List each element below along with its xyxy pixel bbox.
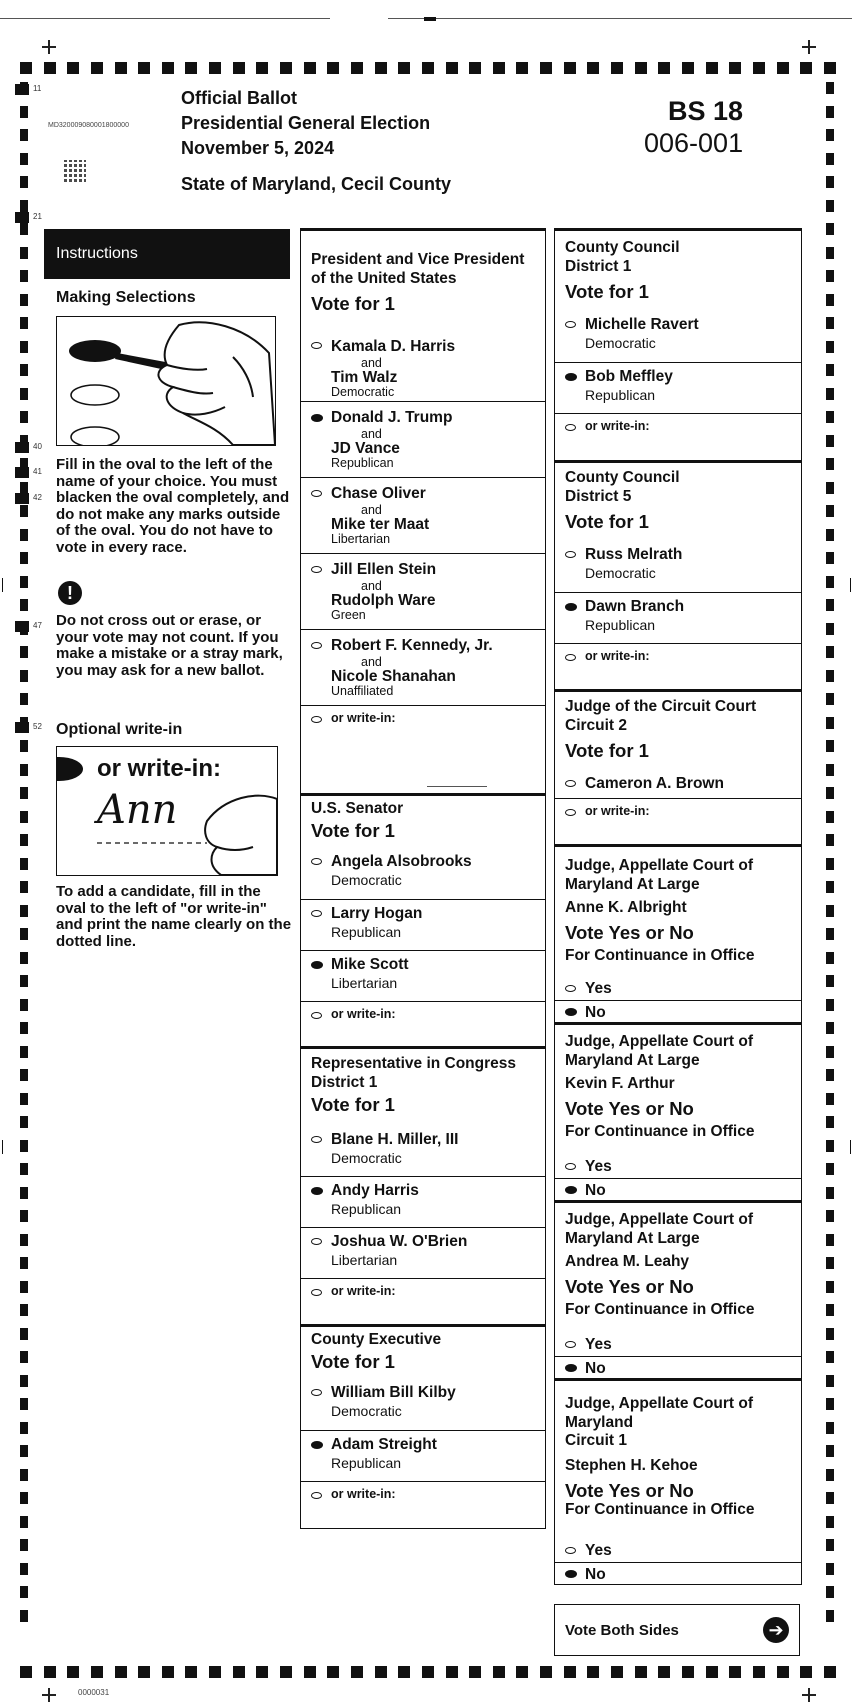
party-label: Republican: [331, 456, 394, 470]
contest-title-line: County Council: [565, 469, 680, 486]
party-label: Democratic: [585, 335, 656, 351]
ballot-title-line: Official Ballot: [181, 88, 298, 108]
no-label: No: [585, 1360, 606, 1377]
candidate-name: Dawn Branch: [585, 598, 685, 615]
contest-title-line: District 5: [565, 487, 632, 505]
candidate-option[interactable]: [301, 477, 545, 553]
instructions-header: Instructions: [44, 229, 290, 279]
selection-oval-filled[interactable]: [311, 961, 323, 969]
contest-county-council-5: [555, 460, 801, 689]
vote-for-label: Vote for 1: [311, 293, 395, 314]
ballot-id-code: MD320009080001800000: [48, 122, 129, 129]
timing-mark-wide: [15, 493, 29, 504]
vote-yes-no-label: Vote Yes or No: [565, 1098, 694, 1119]
selection-oval[interactable]: [565, 1341, 576, 1348]
top-edge-line: [388, 18, 852, 19]
edge-tick: [850, 1140, 851, 1154]
timing-marks-top: [20, 62, 836, 74]
contest-title: [311, 1055, 516, 1092]
timing-number: 42: [33, 493, 42, 502]
contest-column-2: [300, 228, 546, 1529]
candidate-name: Blane H. Miller, III: [331, 1131, 459, 1148]
timing-marks-right: [826, 82, 834, 1622]
fill-oval-illustration: [56, 316, 276, 446]
selection-oval[interactable]: [565, 321, 576, 328]
selection-oval[interactable]: [311, 342, 322, 349]
warning-text: Do not cross out or erase, or your vote may not count. If you make a mistake or a stray mark, you may ask for a new ballot.: [56, 612, 283, 679]
candidate-option[interactable]: [301, 629, 545, 705]
contest-title: [565, 1211, 753, 1248]
selection-oval[interactable]: [311, 490, 322, 497]
ballot-title: [181, 86, 430, 161]
candidate-name: Cameron A. Brown: [585, 775, 724, 792]
contest-title-line: Circuit 2: [565, 716, 628, 734]
registration-crosshair-icon: [42, 40, 56, 54]
contest-title-line: Judge, Appellate Court of: [565, 1395, 754, 1412]
selection-oval[interactable]: [565, 1163, 576, 1170]
selection-oval-filled[interactable]: [311, 1441, 323, 1449]
contest-title: [565, 469, 680, 506]
party-label: Libertarian: [331, 975, 398, 991]
vote-both-sides-label: Vote Both Sides: [565, 1622, 679, 1639]
vote-yes-no-label: Vote Yes or No: [565, 1276, 694, 1297]
ballot-style: BS 18: [668, 96, 744, 126]
contest-title: [565, 239, 680, 276]
selection-oval[interactable]: [565, 780, 576, 787]
selection-oval-filled[interactable]: [565, 1570, 577, 1578]
selection-oval[interactable]: [311, 716, 322, 723]
contest-title-line: Representative in Congress: [311, 1055, 517, 1072]
candidate-option[interactable]: [555, 362, 801, 413]
selection-oval[interactable]: [311, 566, 322, 573]
writein-example-label: or write-in:: [97, 755, 221, 782]
yes-option[interactable]: [555, 975, 801, 1000]
fill-instructions-text: Fill in the oval to the left of the name of your choice. You must blacken the oval completely, and do not make any marks outside of the oval. You do not have to vote in every race.: [56, 456, 290, 556]
candidate-name: Larry Hogan: [331, 905, 423, 922]
selection-oval[interactable]: [565, 424, 576, 431]
party-label: Republican: [331, 924, 402, 940]
contest-title: U.S. Senator: [311, 800, 404, 817]
candidate-option[interactable]: [301, 1176, 545, 1227]
writein-option[interactable]: [555, 798, 801, 847]
vote-for-label: Vote for 1: [565, 740, 649, 761]
timing-number: 11: [33, 84, 42, 93]
candidate-option[interactable]: [301, 899, 545, 950]
timing-mark-wide: [15, 467, 29, 478]
running-mate-name: Tim Walz: [331, 369, 398, 386]
party-label: Republican: [585, 617, 656, 633]
top-edge-line: [0, 18, 330, 19]
party-label: Democratic: [331, 385, 395, 399]
party-label: Unaffiliated: [331, 684, 394, 698]
writein-option[interactable]: [301, 1001, 545, 1049]
edge-tick: [2, 578, 3, 592]
election-name: Presidential General Election: [181, 113, 431, 133]
and-label: and: [361, 503, 382, 517]
candidate-name: Angela Alsobrooks: [331, 853, 472, 870]
candidate-name: Bob Meffley: [585, 368, 673, 385]
candidate-option[interactable]: [301, 1227, 545, 1278]
contest-title-line: Judge, Appellate Court of: [565, 857, 754, 874]
contest-title-line: Circuit 1: [565, 1432, 628, 1449]
party-label: Democratic: [331, 1150, 402, 1166]
contest-title: [311, 251, 524, 288]
candidate-option[interactable]: [555, 770, 801, 798]
and-label: and: [361, 579, 382, 593]
writein-option[interactable]: [301, 1481, 545, 1531]
contest-circuit-court-judge: [555, 689, 801, 844]
selection-oval[interactable]: [565, 1547, 576, 1554]
contest-title-line: District 1: [565, 257, 632, 275]
no-label: No: [585, 1182, 606, 1199]
candidate-option[interactable]: [301, 1430, 545, 1481]
contest-title-line: Judge, Appellate Court of: [565, 1211, 754, 1228]
contest-title-line: Maryland: [565, 1413, 634, 1431]
writein-label: or write-in:: [585, 649, 650, 663]
candidate-name: Joshua W. O'Brien: [331, 1233, 468, 1250]
contest-title: [565, 857, 753, 894]
running-mate-name: Rudolph Ware: [331, 592, 436, 609]
candidate-name: William Bill Kilby: [331, 1384, 456, 1401]
timing-mark-wide: [15, 212, 29, 223]
party-label: Democratic: [331, 1403, 402, 1419]
contest-title-line: of the United States: [311, 269, 457, 287]
judge-name: Stephen H. Kehoe: [565, 1457, 698, 1474]
candidate-name: Andy Harris: [331, 1182, 419, 1199]
yes-label: Yes: [585, 980, 612, 997]
pen-filling-oval-icon: [57, 317, 275, 445]
contest-title-line: District 1: [311, 1073, 378, 1091]
selection-oval[interactable]: [565, 551, 576, 558]
writein-label: or write-in:: [331, 1487, 396, 1501]
selection-oval-filled[interactable]: [565, 1364, 577, 1372]
arrow-right-icon: ➔: [763, 1617, 789, 1643]
writein-example-name: Ann: [97, 787, 178, 833]
selection-oval[interactable]: [311, 1389, 322, 1396]
candidate-name: Kamala D. Harris: [331, 338, 456, 355]
vote-for-label: Vote for 1: [565, 511, 649, 532]
judge-name: Andrea M. Leahy: [565, 1253, 690, 1270]
candidate-name: Chase Oliver: [331, 485, 426, 502]
no-label: No: [585, 1566, 606, 1583]
contest-title-line: Judge, Appellate Court of: [565, 1033, 754, 1050]
timing-marks-left: [20, 82, 28, 1622]
writein-option[interactable]: [555, 643, 801, 692]
precinct-number: 006-001: [644, 128, 744, 158]
running-mate-name: JD Vance: [331, 440, 400, 457]
timing-number: 52: [33, 722, 42, 731]
contest-column-3: [554, 228, 802, 1585]
vote-yes-no-label: Vote Yes or No: [565, 1480, 694, 1501]
writein-option[interactable]: [555, 413, 801, 463]
writein-option[interactable]: [301, 1278, 545, 1327]
selection-oval[interactable]: [311, 910, 322, 917]
barcode-icon: [64, 160, 86, 182]
party-label: Democratic: [331, 872, 402, 888]
continuance-label: For Continuance in Office: [565, 947, 755, 964]
candidate-option[interactable]: [555, 311, 801, 362]
contest-title-line: Judge of the Circuit Court: [565, 698, 757, 715]
yes-label: Yes: [585, 1336, 612, 1353]
contest-title: [565, 1395, 753, 1451]
yes-option[interactable]: [555, 1331, 801, 1356]
selection-oval[interactable]: [311, 1238, 322, 1245]
candidate-option[interactable]: [301, 325, 545, 401]
candidate-name: Donald J. Trump: [331, 409, 453, 426]
contest-title: [565, 698, 756, 735]
yes-option[interactable]: [555, 1537, 801, 1562]
judge-name: Kevin F. Arthur: [565, 1075, 675, 1092]
and-label: and: [361, 356, 382, 370]
optional-writein-heading: Optional write-in: [56, 721, 183, 738]
candidate-option[interactable]: [555, 541, 801, 592]
writein-label: or write-in:: [331, 711, 396, 725]
election-date: November 5, 2024: [181, 138, 335, 158]
registration-crosshair-icon: [802, 1688, 816, 1702]
contest-title: County Executive: [311, 1331, 442, 1348]
running-mate-name: Nicole Shanahan: [331, 668, 456, 685]
timing-mark-wide: [15, 722, 29, 733]
vote-yes-no-label: Vote Yes or No: [565, 922, 694, 943]
party-label: Democratic: [585, 565, 656, 581]
selection-oval-filled[interactable]: [565, 603, 577, 611]
timing-marks-bottom: [20, 1666, 836, 1678]
contest-county-executive: [301, 1324, 545, 1528]
writein-option[interactable]: [301, 705, 545, 796]
selection-oval-filled[interactable]: [311, 414, 323, 422]
party-label: Libertarian: [331, 532, 391, 546]
contest-appellate-judge-leahy: [555, 1200, 801, 1378]
writein-label: or write-in:: [331, 1284, 396, 1298]
making-selections-heading: Making Selections: [56, 289, 196, 306]
yes-label: Yes: [585, 1158, 612, 1175]
contest-appellate-judge-arthur: [555, 1022, 801, 1200]
selection-oval[interactable]: [311, 1492, 322, 1499]
candidate-name: Mike Scott: [331, 956, 409, 973]
jurisdiction: State of Maryland, Cecil County: [181, 174, 452, 194]
timing-mark-wide: [15, 621, 29, 632]
and-label: and: [361, 427, 382, 441]
candidate-name: Adam Streight: [331, 1436, 437, 1453]
candidate-option[interactable]: [301, 950, 545, 1001]
contest-title-line: Maryland At Large: [565, 1051, 700, 1069]
timing-number: 41: [33, 467, 42, 476]
writein-label: or write-in:: [585, 419, 650, 433]
vote-for-label: Vote for 1: [565, 281, 649, 302]
contest-us-senator: [301, 793, 545, 1046]
selection-oval[interactable]: [311, 1136, 322, 1143]
contest-congress: [301, 1046, 545, 1324]
contest-title: [565, 1033, 753, 1070]
contest-title-line: County Council: [565, 239, 680, 256]
candidate-option[interactable]: [301, 401, 545, 477]
selection-oval[interactable]: [565, 654, 576, 661]
timing-number: 21: [33, 212, 42, 221]
selection-oval-filled[interactable]: [565, 373, 577, 381]
timing-mark-wide: [15, 442, 29, 453]
party-label: Libertarian: [331, 1252, 398, 1268]
writein-line: [427, 786, 487, 787]
registration-crosshair-icon: [42, 1688, 56, 1702]
selection-oval[interactable]: [311, 858, 322, 865]
continuance-label: For Continuance in Office: [565, 1123, 755, 1140]
candidate-name: Russ Melrath: [585, 546, 683, 563]
writein-instructions-text: To add a candidate, fill in the oval to the left of "or write-in" and print the name clearly on the dotted line.: [56, 883, 292, 950]
candidate-name: Jill Ellen Stein: [331, 561, 437, 578]
yes-option[interactable]: [555, 1153, 801, 1178]
selection-oval-filled[interactable]: [311, 1187, 323, 1195]
writein-label: or write-in:: [331, 1007, 396, 1021]
continuance-label: For Continuance in Office: [565, 1301, 755, 1318]
vote-for-label: Vote for 1: [311, 820, 395, 841]
selection-oval[interactable]: [565, 809, 576, 816]
vote-for-label: Vote for 1: [311, 1351, 395, 1372]
candidate-option[interactable]: [301, 553, 545, 629]
party-label: Republican: [331, 1201, 402, 1217]
and-label: and: [361, 655, 382, 669]
selection-oval[interactable]: [311, 1012, 322, 1019]
contest-title-line: Maryland At Large: [565, 1229, 700, 1247]
edge-tick: [850, 578, 851, 592]
party-label: Republican: [331, 1455, 402, 1471]
selection-oval[interactable]: [565, 985, 576, 992]
candidate-option[interactable]: [301, 1379, 545, 1430]
no-label: No: [585, 1004, 606, 1021]
party-label: Republican: [585, 387, 656, 403]
footer-code: 0000031: [78, 1688, 110, 1697]
selection-oval-filled[interactable]: [565, 1186, 577, 1194]
contest-president: [301, 228, 545, 793]
selection-oval[interactable]: [311, 1289, 322, 1296]
vote-for-label: Vote for 1: [311, 1094, 395, 1115]
writein-illustration: [56, 746, 278, 876]
contest-title-line: Maryland At Large: [565, 875, 700, 893]
contest-appellate-judge-kehoe: [555, 1378, 801, 1584]
candidate-name: Robert F. Kennedy, Jr.: [331, 637, 493, 654]
candidate-option[interactable]: [301, 1126, 545, 1176]
timing-mark-wide: [15, 84, 29, 95]
running-mate-name: Mike ter Maat: [331, 516, 430, 533]
no-option[interactable]: [555, 1562, 801, 1587]
candidate-option[interactable]: [555, 592, 801, 643]
party-label: Green: [331, 608, 366, 622]
registration-crosshair-icon: [802, 40, 816, 54]
writein-label: or write-in:: [585, 804, 650, 818]
vote-both-sides-box: [554, 1604, 800, 1656]
selection-oval[interactable]: [311, 642, 322, 649]
contest-county-council-1: [555, 228, 801, 460]
edge-tick: [2, 1140, 3, 1154]
warning-icon: !: [58, 581, 82, 605]
selection-oval-filled[interactable]: [565, 1008, 577, 1016]
yes-label: Yes: [585, 1542, 612, 1559]
candidate-name: Michelle Ravert: [585, 316, 699, 333]
continuance-label: For Continuance in Office: [565, 1501, 755, 1518]
contest-title-line: President and Vice President: [311, 251, 525, 268]
candidate-option[interactable]: [301, 848, 545, 899]
judge-name: Anne K. Albright: [565, 899, 687, 916]
contest-appellate-judge-albright: [555, 844, 801, 1022]
timing-number: 40: [33, 442, 42, 451]
top-notch: [424, 17, 436, 21]
timing-number: 47: [33, 621, 42, 630]
